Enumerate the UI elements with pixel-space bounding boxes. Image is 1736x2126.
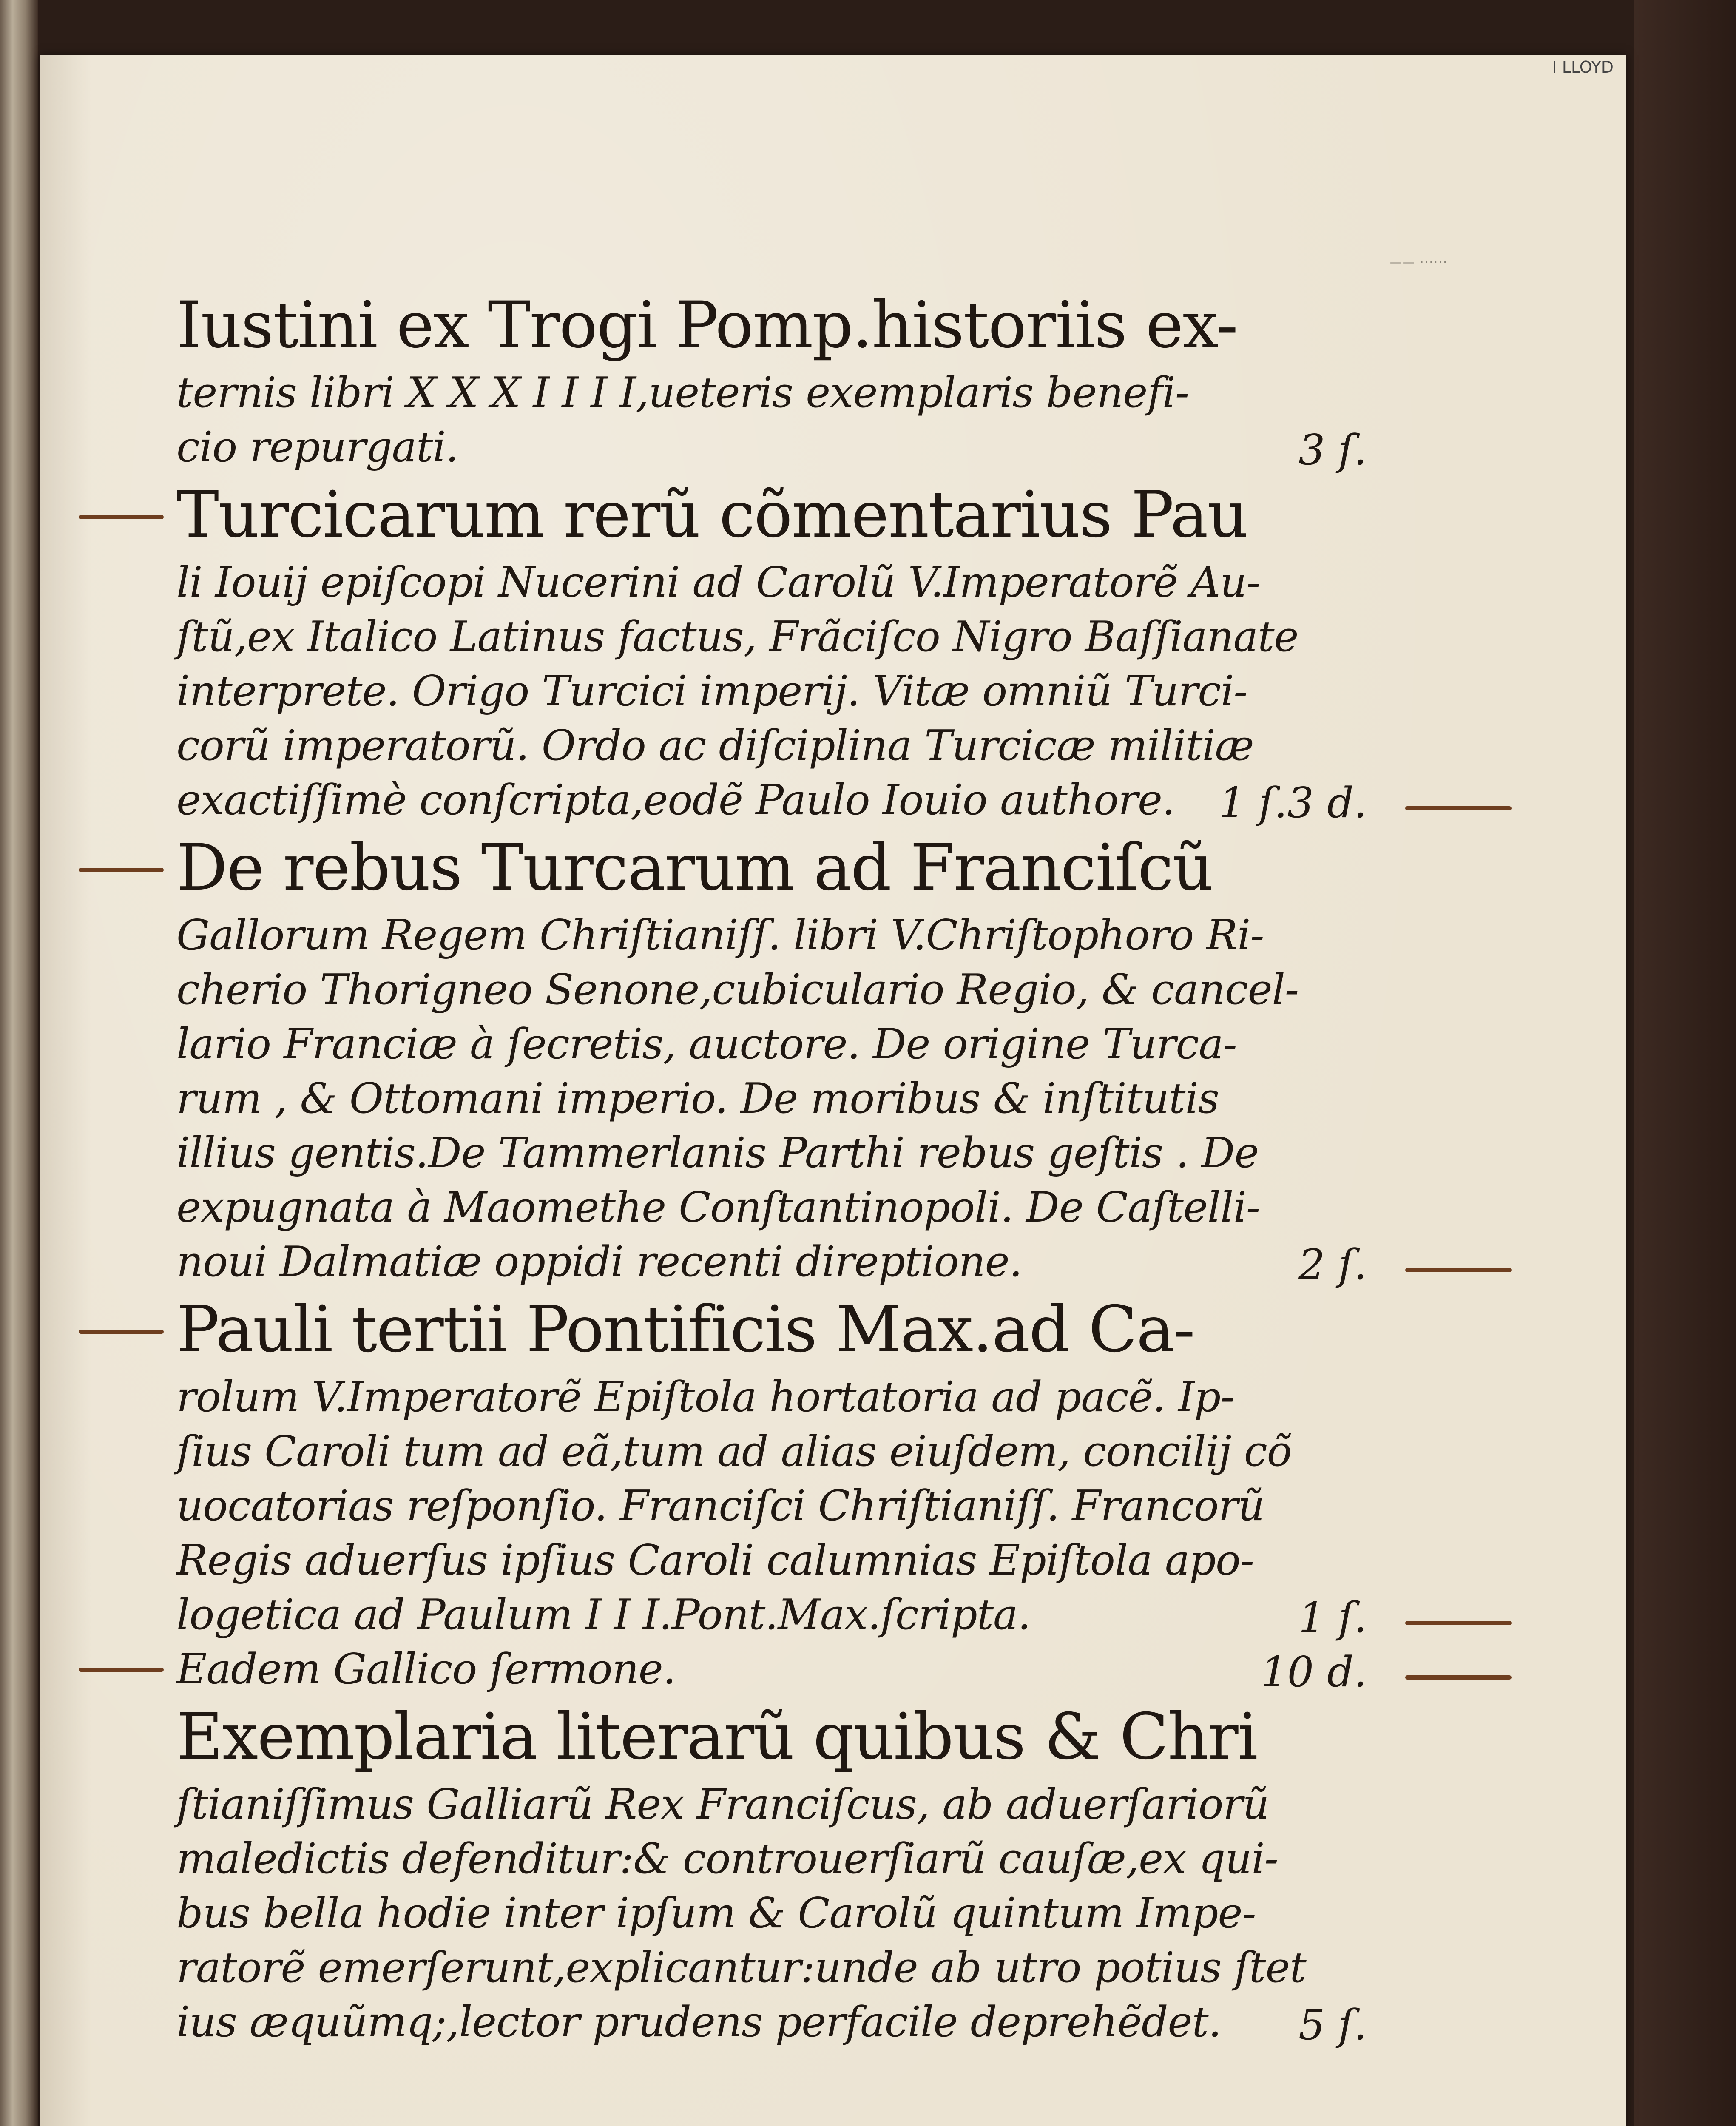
margin-stroke-right [1405, 1675, 1512, 1680]
entry-body-line: bus bella hodie inter ipſum & Carolũ quintum Impe- [176, 1889, 1256, 1938]
margin-stroke-right [1405, 1268, 1512, 1272]
entry-body-line: ſius Caroli tum ad eã,tum ad alias eiuſdem, concilij cõ [176, 1427, 1292, 1476]
entry-body-line: illius gentis.De Tammerlanis Parthi rebus geſtis . De [176, 1129, 1259, 1177]
entry-price: 1 ſ.3 d. [1219, 779, 1367, 827]
entry-title-line: De rebus Turcarum ad Franciſcũ [176, 831, 1213, 905]
entry-body-line: uocatorias reſponſio. Franciſci Chriſtianiſſ. Francorũ [176, 1482, 1264, 1530]
entry-price: 5 ſ. [1298, 2001, 1367, 2049]
book-cover-edge [1634, 0, 1736, 2126]
catalogue-text [176, 285, 1367, 2049]
margin-stroke-left [79, 868, 164, 872]
catalogue-entry [176, 1289, 1367, 1642]
catalogue-entry [176, 827, 1367, 1289]
entry-body-line: cherio Thorigneo Senone,cubiculario Regio, & cancel- [176, 966, 1299, 1014]
entry-body-line: rum , & Ottomani imperio. De moribus & inſtitutis [176, 1074, 1219, 1123]
entry-body-line: ternis libri X X X I I I I,ueteris exemplaris benefi- [176, 369, 1189, 417]
entry-body-line: Eadem Gallico ſermone. [176, 1645, 676, 1694]
entry-price: 1 ſ. [1298, 1594, 1367, 1642]
entry-body-line: ſtianiſſimus Galliarũ Rex Franciſcus, ab aduerſariorũ [176, 1780, 1269, 1829]
entry-price: 3 ſ. [1298, 426, 1367, 475]
pencil-mark: —— ······ [1389, 255, 1448, 269]
entry-body-line: expugnata à Maomethe Conſtantinopoli. De Caſtelli- [176, 1183, 1260, 1232]
entry-body-line: maledictis defenditur:& controuerſiarũ cauſæ,ex qui- [176, 1835, 1278, 1883]
corner-mark: I LLOYD [1552, 58, 1614, 77]
entry-price: 10 d. [1261, 1648, 1367, 1697]
catalogue-entry [176, 1697, 1367, 2049]
entry-body-line: ſtũ,ex Italico Latinus factus, Frãciſco Nigro Baſſianate [176, 613, 1298, 661]
catalogue-entry [176, 285, 1367, 475]
entry-body-line: rolum V.Imperatorẽ Epiſtola hortatoria ad pacẽ. Ip- [176, 1373, 1234, 1421]
book-spine [0, 0, 38, 2126]
entry-body-line: interprete. Origo Turcici imperij. Vitæ omniũ Turci- [176, 667, 1247, 716]
entry-body-line: li Iouij epiſcopi Nucerini ad Carolũ V.Imperatorẽ Au- [176, 558, 1260, 607]
entry-body-line: lario Franciæ à ſecretis, auctore. De origine Turca- [176, 1020, 1237, 1069]
entry-body-line: ius æquũmq;,lector prudens perfacile deprehẽdet. [176, 1998, 1222, 2046]
entry-body-line: cio repurgati. [176, 423, 458, 472]
entry-title-line: Pauli tertii Pontificis Max.ad Ca- [176, 1293, 1194, 1367]
entry-title-line: Turcicarum rerũ cõmentarius Pau [176, 478, 1248, 552]
margin-stroke-right [1405, 806, 1512, 810]
book-page [40, 55, 1626, 2126]
entry-body-line: noui Dalmatiæ oppidi recenti direptione. [176, 1238, 1022, 1286]
margin-stroke-left [79, 515, 164, 519]
margin-stroke-left [79, 1668, 164, 1672]
margin-stroke-left [79, 1330, 164, 1334]
entry-body-line: Regis aduerſus ipſius Caroli calumnias Epiſtola apo- [176, 1536, 1254, 1585]
entry-body-line: ratorẽ emerſerunt,explicantur:unde ab utro potius ſtet [176, 1944, 1306, 1992]
catalogue-entry [176, 475, 1367, 827]
catalogue-entry [176, 1642, 1367, 1697]
entry-body-line: corũ imperatorũ. Ordo ac diſciplina Turcicæ militiæ [176, 722, 1254, 770]
entry-price: 2 ſ. [1298, 1241, 1367, 1289]
margin-stroke-right [1405, 1621, 1512, 1625]
entry-body-line: exactiſſimè conſcripta,eodẽ Paulo Iouio authore. [176, 776, 1175, 824]
entry-body-line: Gallorum Regem Chriſtianiſſ. libri V.Chriſtophoro Ri- [176, 911, 1264, 960]
entry-title-line: Iustini ex Trogi Pomp.historiis ex- [176, 288, 1238, 362]
entry-title-line: Exemplaria literarũ quibus & Chri [176, 1700, 1257, 1774]
entry-body-line: logetica ad Paulum I I I.Pont.Max.ſcripta. [176, 1591, 1031, 1639]
